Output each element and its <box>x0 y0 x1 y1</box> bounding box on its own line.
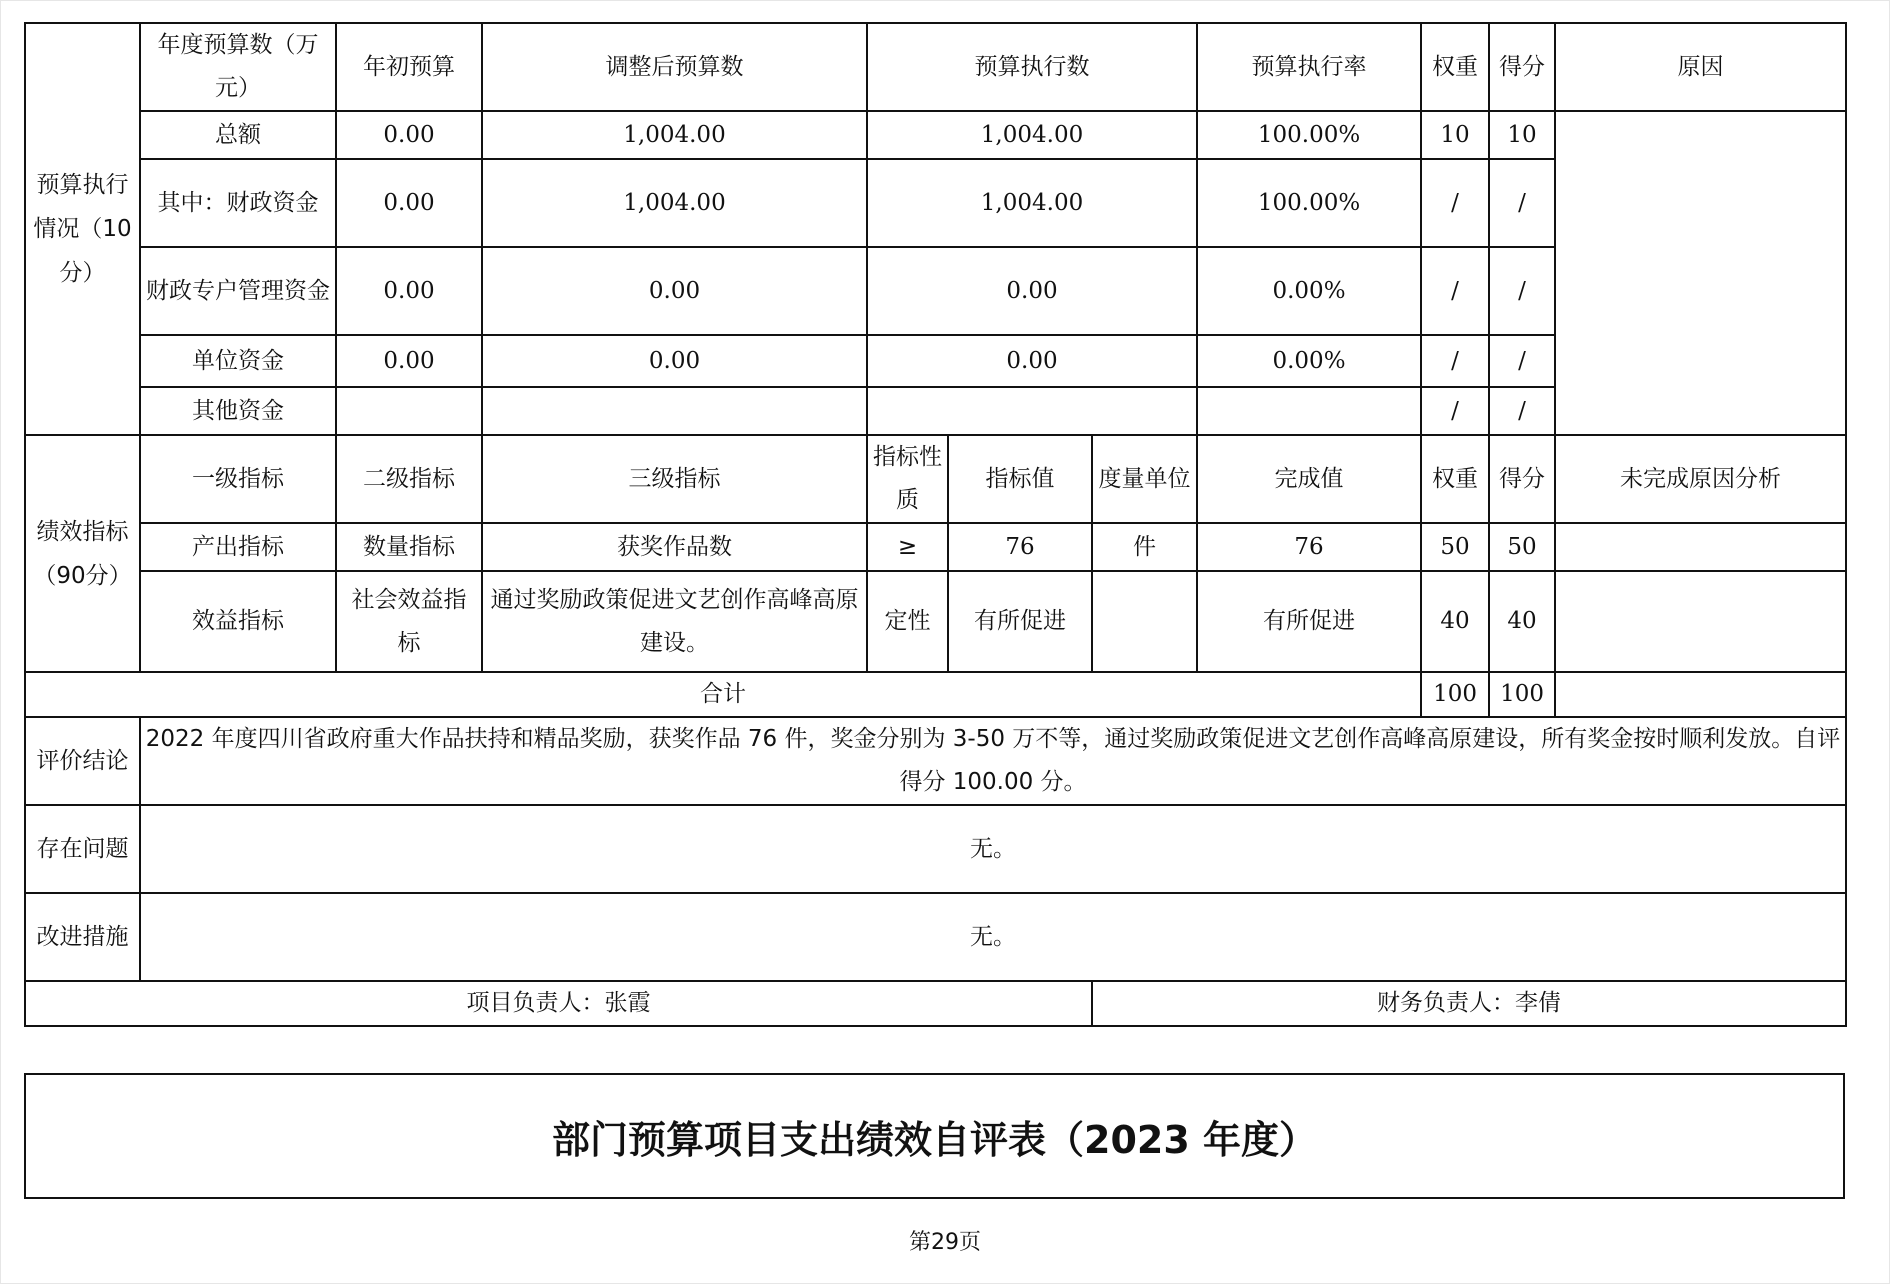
budget-rate-value: 0.00% <box>1197 335 1421 387</box>
perf-header-score: 得分 <box>1489 435 1555 523</box>
perf-level3: 获奖作品数 <box>482 523 867 571</box>
perf-target: 76 <box>948 523 1092 571</box>
total-row <box>25 672 1846 717</box>
conclusion-label: 评价结论 <box>25 717 140 805</box>
budget-reason-cell <box>1555 111 1846 435</box>
perf-level3: 通过奖励政策促进文艺创作高峰高原建设。 <box>482 571 867 672</box>
budget-score-value: / <box>1489 247 1555 335</box>
performance-row-output <box>25 523 1846 571</box>
problems-text: 无。 <box>140 805 1846 893</box>
budget-header-executed: 预算执行数 <box>867 23 1197 111</box>
total-label: 合计 <box>25 672 1421 717</box>
budget-weight-value: / <box>1421 335 1489 387</box>
perf-level1: 效益指标 <box>140 571 336 672</box>
budget-score-value: / <box>1489 159 1555 247</box>
performance-row-benefit <box>25 571 1846 672</box>
problems-label: 存在问题 <box>25 805 140 893</box>
budget-weight-value: / <box>1421 159 1489 247</box>
budget-rate-value <box>1197 387 1421 435</box>
conclusion-text: 2022 年度四川省政府重大作品扶持和精品奖励，获奖作品 76 件，奖金分别为 3-50 万不等，通过奖励政策促进文艺创作高峰高原建设，所有奖金按时顺利发放。自评得分 100.00 分。 <box>140 717 1846 805</box>
perf-nature: 定性 <box>867 571 948 672</box>
budget-score-value: 10 <box>1489 111 1555 159</box>
perf-unit <box>1092 571 1197 672</box>
next-table-title: 部门预算项目支出绩效自评表（2023 年度） <box>552 1117 1317 1162</box>
budget-header-reason: 原因 <box>1555 23 1846 111</box>
budget-weight-value: / <box>1421 247 1489 335</box>
budget-initial-value: 0.00 <box>336 247 482 335</box>
next-table-title-box <box>24 1073 1845 1199</box>
problems-row <box>25 805 1846 893</box>
budget-executed-value: 1,004.00 <box>867 111 1197 159</box>
perf-header-level3: 三级指标 <box>482 435 867 523</box>
budget-score-value: / <box>1489 387 1555 435</box>
perf-header-unit: 度量单位 <box>1092 435 1197 523</box>
improvements-label: 改进措施 <box>25 893 140 981</box>
budget-header-row <box>25 23 1846 111</box>
budget-executed-value: 0.00 <box>867 335 1197 387</box>
budget-row-label: 财政专户管理资金 <box>140 247 336 335</box>
perf-header-weight: 权重 <box>1421 435 1489 523</box>
perf-actual: 有所促进 <box>1197 571 1421 672</box>
budget-header-adjusted: 调整后预算数 <box>482 23 867 111</box>
project-lead: 项目负责人：张霞 <box>25 981 1092 1026</box>
perf-level1: 产出指标 <box>140 523 336 571</box>
perf-header-level1: 一级指标 <box>140 435 336 523</box>
budget-score-value: / <box>1489 335 1555 387</box>
budget-adjusted-value: 0.00 <box>482 335 867 387</box>
signatures-row <box>25 981 1846 1026</box>
performance-self-evaluation-table <box>24 22 1847 1027</box>
budget-adjusted-value: 1,004.00 <box>482 159 867 247</box>
budget-initial-value: 0.00 <box>336 159 482 247</box>
conclusion-row <box>25 717 1846 805</box>
improvements-row <box>25 893 1846 981</box>
budget-adjusted-value: 1,004.00 <box>482 111 867 159</box>
perf-reason <box>1555 571 1846 672</box>
budget-adjusted-value <box>482 387 867 435</box>
perf-header-nature: 指标性质 <box>867 435 948 523</box>
budget-rate-value: 100.00% <box>1197 111 1421 159</box>
total-weight: 100 <box>1421 672 1489 717</box>
budget-header-weight: 权重 <box>1421 23 1489 111</box>
perf-nature: ≥ <box>867 523 948 571</box>
total-reason <box>1555 672 1846 717</box>
perf-reason <box>1555 523 1846 571</box>
budget-initial-value: 0.00 <box>336 335 482 387</box>
finance-lead: 财务负责人：李倩 <box>1092 981 1846 1026</box>
budget-executed-value: 1,004.00 <box>867 159 1197 247</box>
budget-weight-value: / <box>1421 387 1489 435</box>
budget-header-annual: 年度预算数（万元） <box>140 23 336 111</box>
perf-score: 40 <box>1489 571 1555 672</box>
budget-rate-value: 0.00% <box>1197 247 1421 335</box>
budget-executed-value <box>867 387 1197 435</box>
perf-header-target: 指标值 <box>948 435 1092 523</box>
perf-target: 有所促进 <box>948 571 1092 672</box>
perf-header-reason: 未完成原因分析 <box>1555 435 1846 523</box>
perf-level2: 数量指标 <box>336 523 482 571</box>
performance-section-label: 绩效指标（90分） <box>25 435 140 672</box>
perf-header-level2: 二级指标 <box>336 435 482 523</box>
budget-rate-value: 100.00% <box>1197 159 1421 247</box>
budget-initial-value <box>336 387 482 435</box>
perf-actual: 76 <box>1197 523 1421 571</box>
budget-row-label: 其中：财政资金 <box>140 159 336 247</box>
budget-header-score: 得分 <box>1489 23 1555 111</box>
page-number: 第29页 <box>909 1230 981 1255</box>
budget-row-label: 单位资金 <box>140 335 336 387</box>
budget-adjusted-value: 0.00 <box>482 247 867 335</box>
perf-weight: 40 <box>1421 571 1489 672</box>
budget-row-label: 其他资金 <box>140 387 336 435</box>
budget-section-label: 预算执行情况（10分） <box>25 23 140 435</box>
budget-executed-value: 0.00 <box>867 247 1197 335</box>
perf-weight: 50 <box>1421 523 1489 571</box>
budget-row-label: 总额 <box>140 111 336 159</box>
budget-header-initial: 年初预算 <box>336 23 482 111</box>
perf-unit: 件 <box>1092 523 1197 571</box>
budget-initial-value: 0.00 <box>336 111 482 159</box>
perf-header-actual: 完成值 <box>1197 435 1421 523</box>
perf-score: 50 <box>1489 523 1555 571</box>
budget-weight-value: 10 <box>1421 111 1489 159</box>
improvements-text: 无。 <box>140 893 1846 981</box>
perf-level2: 社会效益指标 <box>336 571 482 672</box>
budget-row-total <box>25 111 1846 159</box>
total-score: 100 <box>1489 672 1555 717</box>
performance-header-row <box>25 435 1846 523</box>
budget-header-rate: 预算执行率 <box>1197 23 1421 111</box>
